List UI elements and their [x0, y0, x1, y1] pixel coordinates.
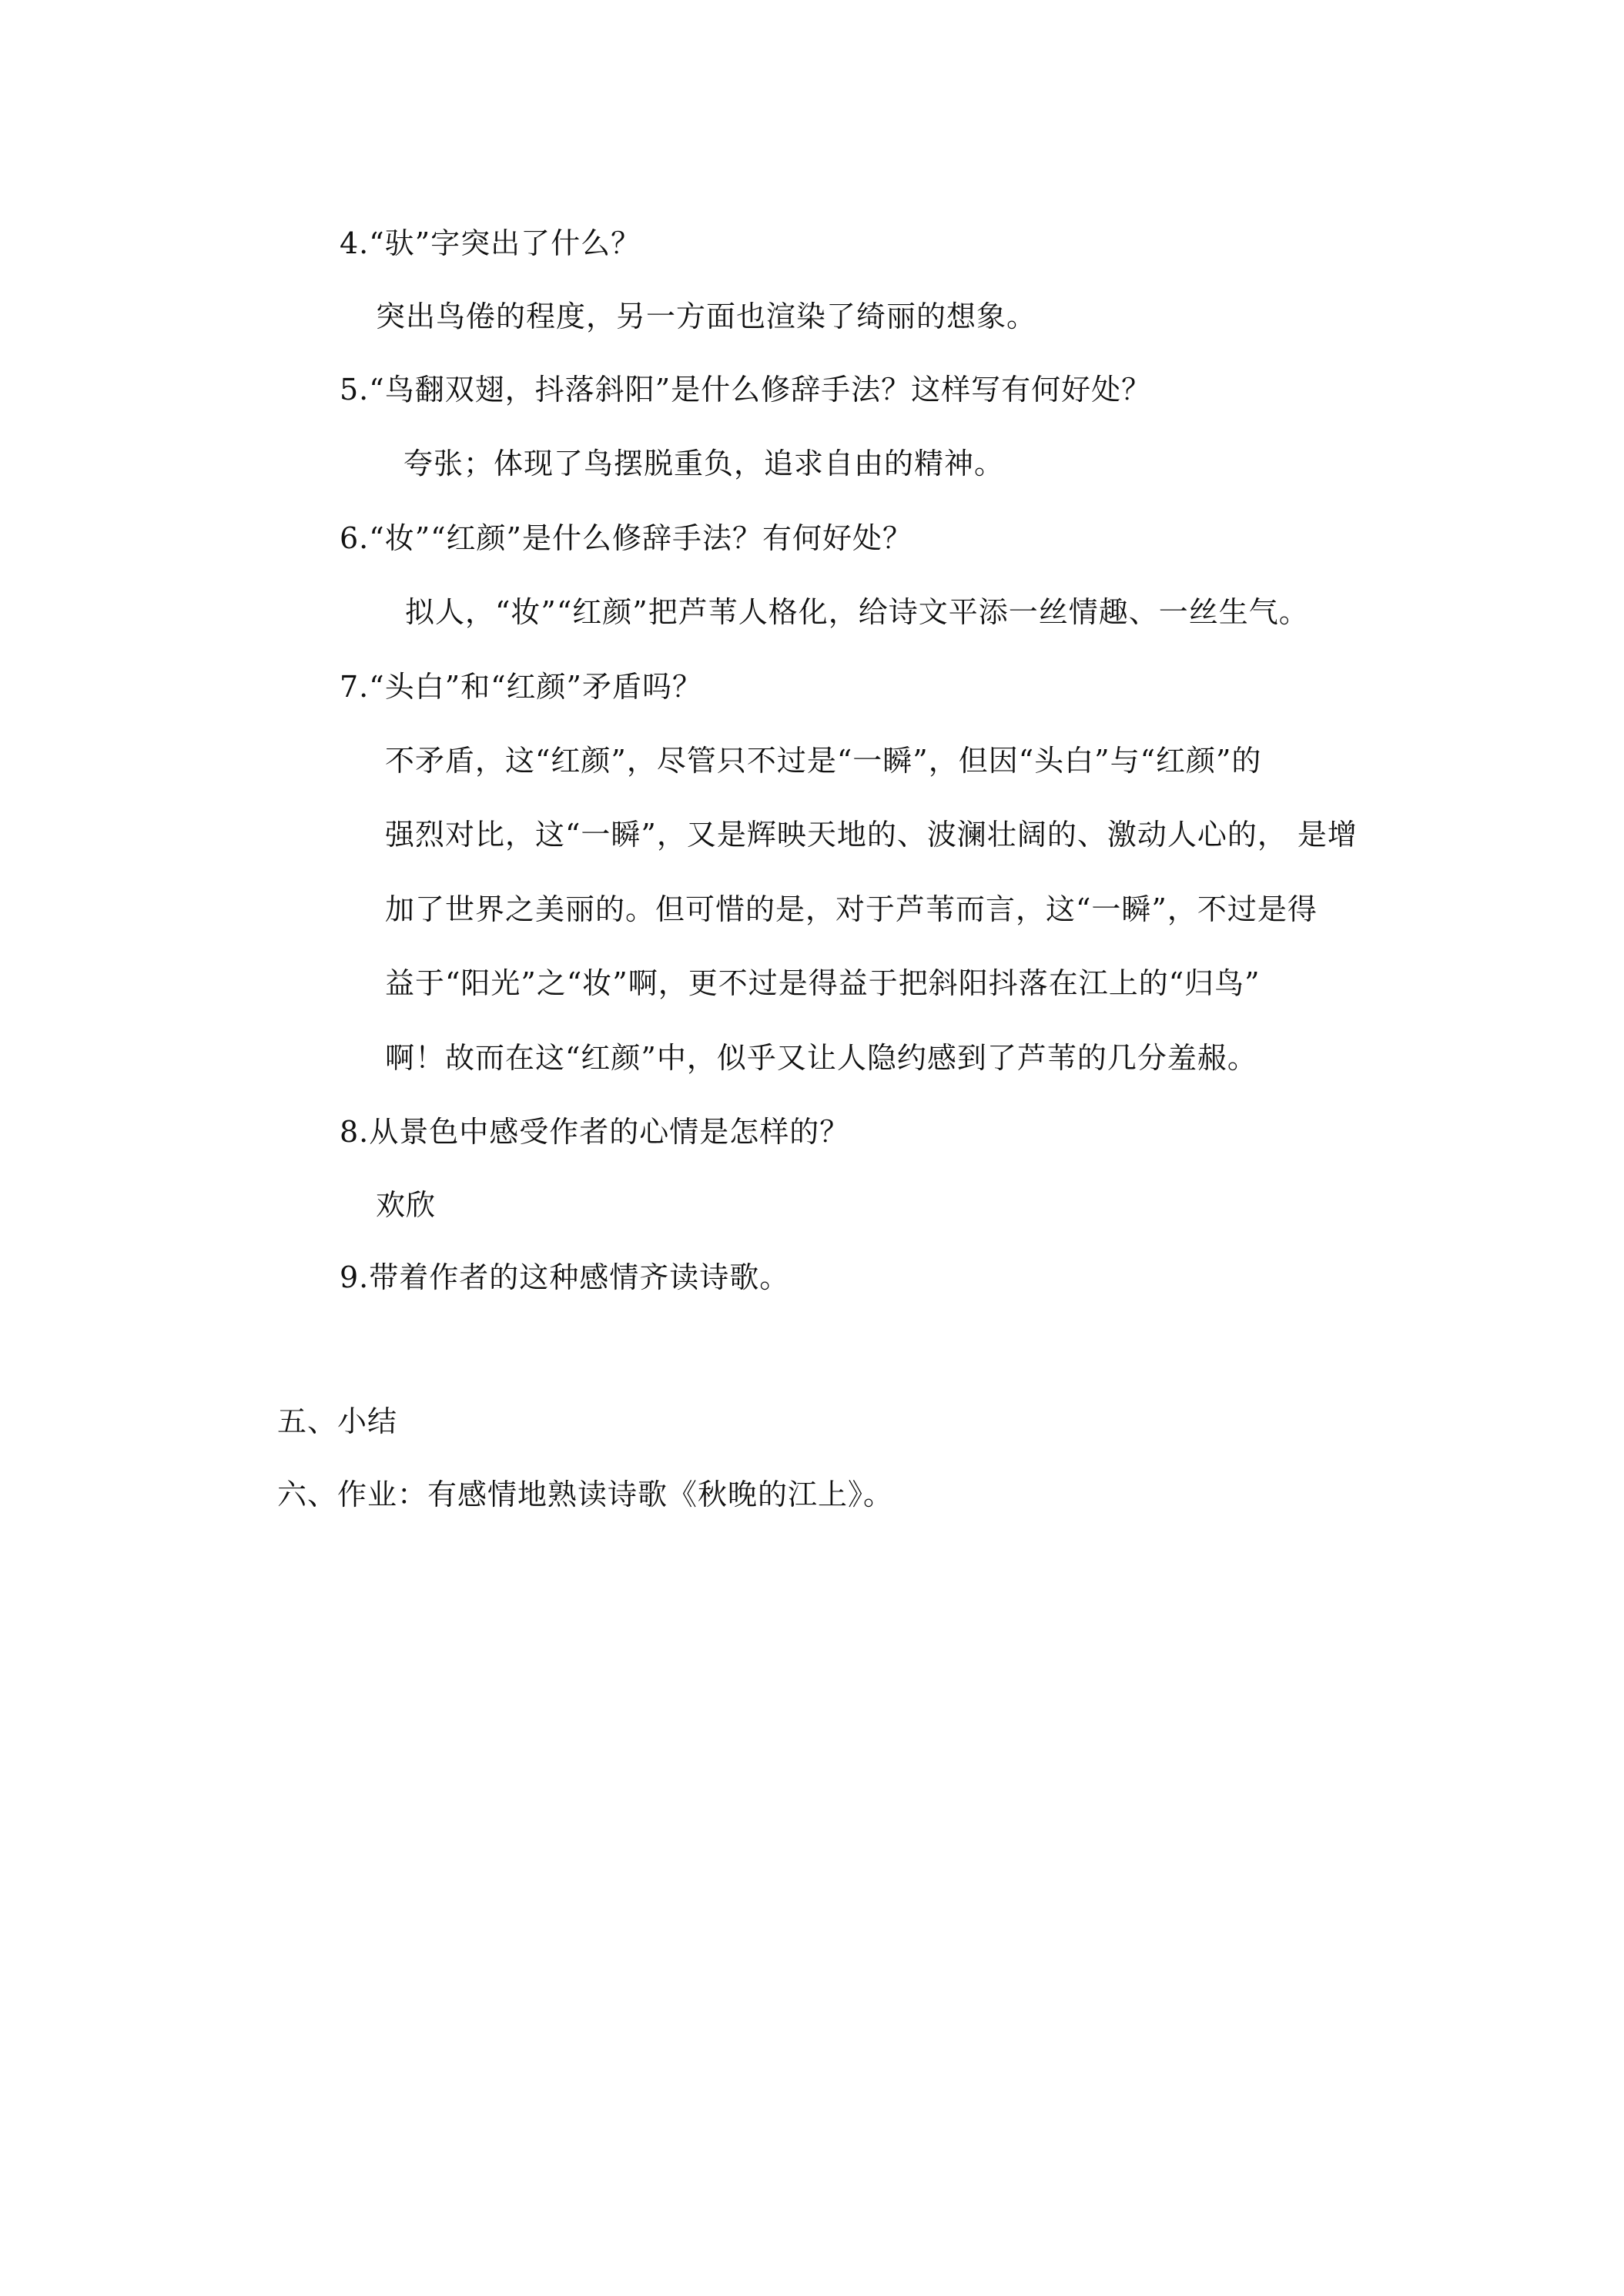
question-text: 从景色中感受作者的心情是怎样的？ — [369, 1115, 850, 1149]
question-number: 7. — [340, 670, 370, 704]
answer-7-line-5: 啊！故而在这“红颜”中，似乎又让人隐约感到了芦苇的几分羞赧。 — [385, 1041, 1257, 1075]
answer-7-line-1: 不矛盾，这“红颜”，尽管只不过是“一瞬”，但因“头白”与“红颜”的 — [385, 744, 1262, 778]
answer-7-line-3: 加了世界之美丽的。但可惜的是，对于芦苇而言，这“一瞬”，不过是得 — [385, 892, 1318, 926]
question-text: “鸟翻双翅，抖落斜阳”是什么修辞手法？这样写有何好处？ — [369, 373, 1152, 407]
question-9 — [340, 1260, 790, 1294]
question-text: “妆”“红颜”是什么修辞手法？有何好处？ — [369, 521, 912, 555]
question-text: “驮”字突出了什么？ — [369, 226, 641, 260]
question-number: 6. — [340, 521, 370, 555]
answer-5: 夸张；体现了鸟摆脱重负，追求自由的精神。 — [403, 447, 1005, 480]
question-text: 带着作者的这种感情齐读诗歌。 — [369, 1260, 790, 1294]
question-7 — [340, 670, 702, 704]
question-number: 8. — [340, 1115, 370, 1149]
question-4 — [340, 226, 641, 260]
answer-7-line-2: 强烈对比，这“一瞬”，又是辉映天地的、波澜壮阔的、激动人心的， 是增 — [385, 818, 1358, 852]
section-homework: 六、作业：有感情地熟读诗歌《秋晚的江上》。 — [277, 1478, 894, 1511]
question-8 — [340, 1115, 850, 1149]
question-number: 5. — [340, 373, 370, 407]
question-number: 9. — [340, 1260, 370, 1294]
question-text: “头白”和“红颜”矛盾吗？ — [369, 670, 702, 704]
answer-4: 突出鸟倦的程度，另一方面也渲染了绮丽的想象。 — [376, 300, 1037, 333]
answer-7-line-4: 益于“阳光”之“妆”啊，更不过是得益于把斜阳抖落在江上的“归鸟” — [385, 966, 1261, 1000]
answer-8: 欢欣 — [376, 1188, 437, 1222]
question-5 — [340, 373, 1152, 407]
question-6 — [340, 521, 912, 555]
answer-6: 拟人，“妆”“红颜”把芦苇人格化，给诗文平添一丝情趣、一丝生气。 — [405, 595, 1309, 629]
question-number: 4. — [340, 226, 370, 260]
section-summary: 五、小结 — [277, 1404, 398, 1438]
